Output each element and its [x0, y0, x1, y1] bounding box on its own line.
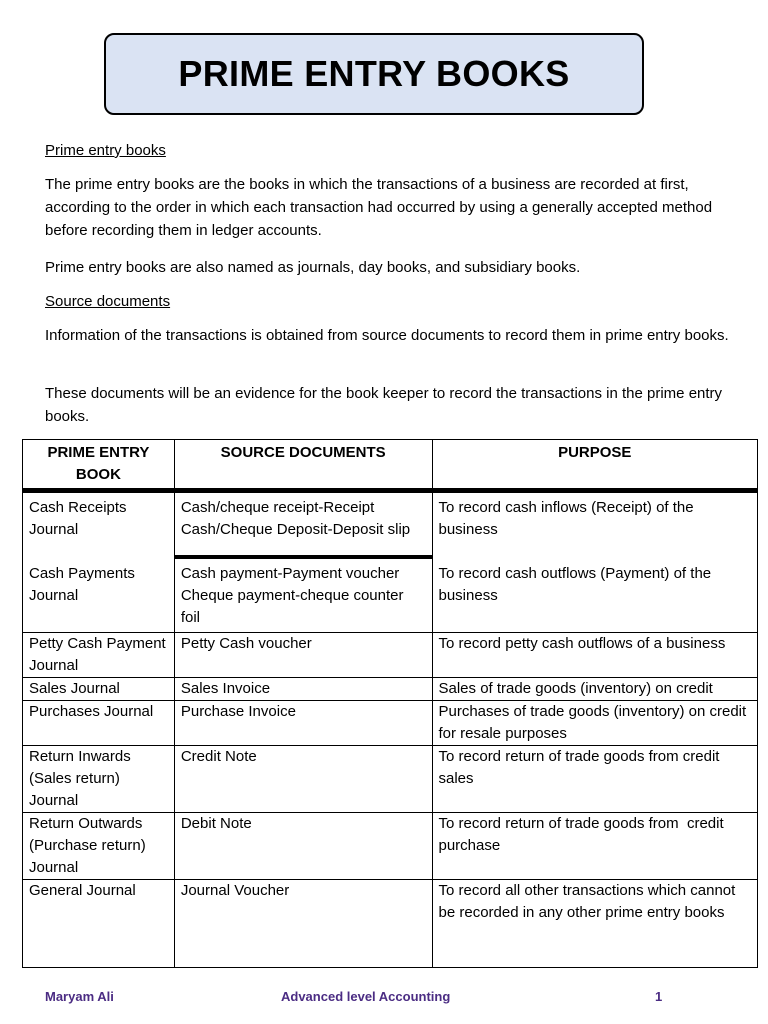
table-header-row	[23, 440, 758, 491]
row-book: General Journal	[23, 880, 175, 968]
cash-books-cell	[23, 491, 175, 633]
row-book: Petty Cash Payment Journal	[23, 633, 175, 678]
row-book: Sales Journal	[23, 678, 175, 701]
row-purpose: Purchases of trade goods (inventory) on credit for resale purposes	[432, 701, 758, 746]
row-source: Debit Note	[174, 813, 432, 880]
row-source: Purchase Invoice	[174, 701, 432, 746]
footer-author: Maryam Ali	[45, 989, 114, 1004]
row-purpose: Sales of trade goods (inventory) on credit	[432, 678, 758, 701]
row-source: Petty Cash voucher	[174, 633, 432, 678]
row-source: Credit Note	[174, 746, 432, 813]
row-source: Journal Voucher	[174, 880, 432, 968]
table-row	[23, 746, 758, 813]
table-row	[23, 880, 758, 968]
cash-payments-source	[175, 559, 432, 629]
title-box	[104, 33, 644, 115]
cash-sources-cell	[174, 491, 432, 633]
footer-subject: Advanced level Accounting	[281, 989, 451, 1004]
page-title: PRIME ENTRY BOOKS	[178, 53, 570, 94]
table-row	[23, 813, 758, 880]
header-prime-entry-book: PRIME ENTRY BOOK	[23, 440, 175, 491]
source-documents-paragraph-1: Information of the transactions is obtained from source documents to record them in prime entry books.	[45, 327, 729, 344]
cash-payments-source-line-1: Cash payment-Payment voucher	[180, 565, 400, 582]
row-source: Sales Invoice	[174, 678, 432, 701]
cash-receipts-source-line-2: Cash/Cheque Deposit-Deposit slip	[180, 521, 411, 538]
table-row	[23, 633, 758, 678]
source-documents-heading: Source documents	[45, 293, 171, 310]
header-source-documents: SOURCE DOCUMENTS	[174, 440, 432, 491]
header-purpose: PURPOSE	[432, 440, 758, 491]
source-documents-paragraph-2: These documents will be an evidence for the book keeper to record the transactions in the prime entry books.	[45, 385, 723, 425]
cash-receipts-purpose: To record cash inflows (Receipt) of the business	[438, 499, 694, 538]
table-row	[23, 701, 758, 746]
footer-page-number: 1	[655, 989, 663, 1004]
row-purpose: To record all other transactions which cannot be recorded in any other prime entry books	[432, 880, 758, 968]
cash-receipts-source	[175, 493, 432, 559]
cash-receipts-source-line-1: Cash/cheque receipt-Receipt	[180, 499, 375, 516]
row-purpose: To record return of trade goods from credit purchase	[432, 813, 758, 880]
cash-purpose-cell	[432, 491, 758, 633]
table-row	[23, 678, 758, 701]
row-book: Return Outwards (Purchase return) Journal	[23, 813, 175, 880]
cash-payments-book: Cash Payments Journal	[29, 565, 135, 604]
row-book: Return Inwards (Sales return) Journal	[23, 746, 175, 813]
prime-entry-heading: Prime entry books	[45, 142, 166, 159]
cash-payments-purpose: To record cash outflows (Payment) of the business	[438, 565, 712, 604]
cash-payments-source-line-2: Cheque payment-cheque counter foil	[180, 587, 404, 626]
prime-entry-paragraph-1: The prime entry books are the books in which the transactions of a business are recorded at first, according to the order in which each transaction had occurred by using a generally accepted method before recording them in ledger accounts.	[45, 176, 713, 239]
row-purpose: To record petty cash outflows of a business	[432, 633, 758, 678]
row-purpose: To record return of trade goods from credit sales	[432, 746, 758, 813]
table-row-cash	[23, 491, 758, 633]
prime-entry-table	[22, 439, 758, 968]
cash-receipts-book: Cash Receipts Journal	[29, 499, 127, 538]
row-book: Purchases Journal	[23, 701, 175, 746]
prime-entry-paragraph-2: Prime entry books are also named as journals, day books, and subsidiary books.	[45, 259, 581, 276]
